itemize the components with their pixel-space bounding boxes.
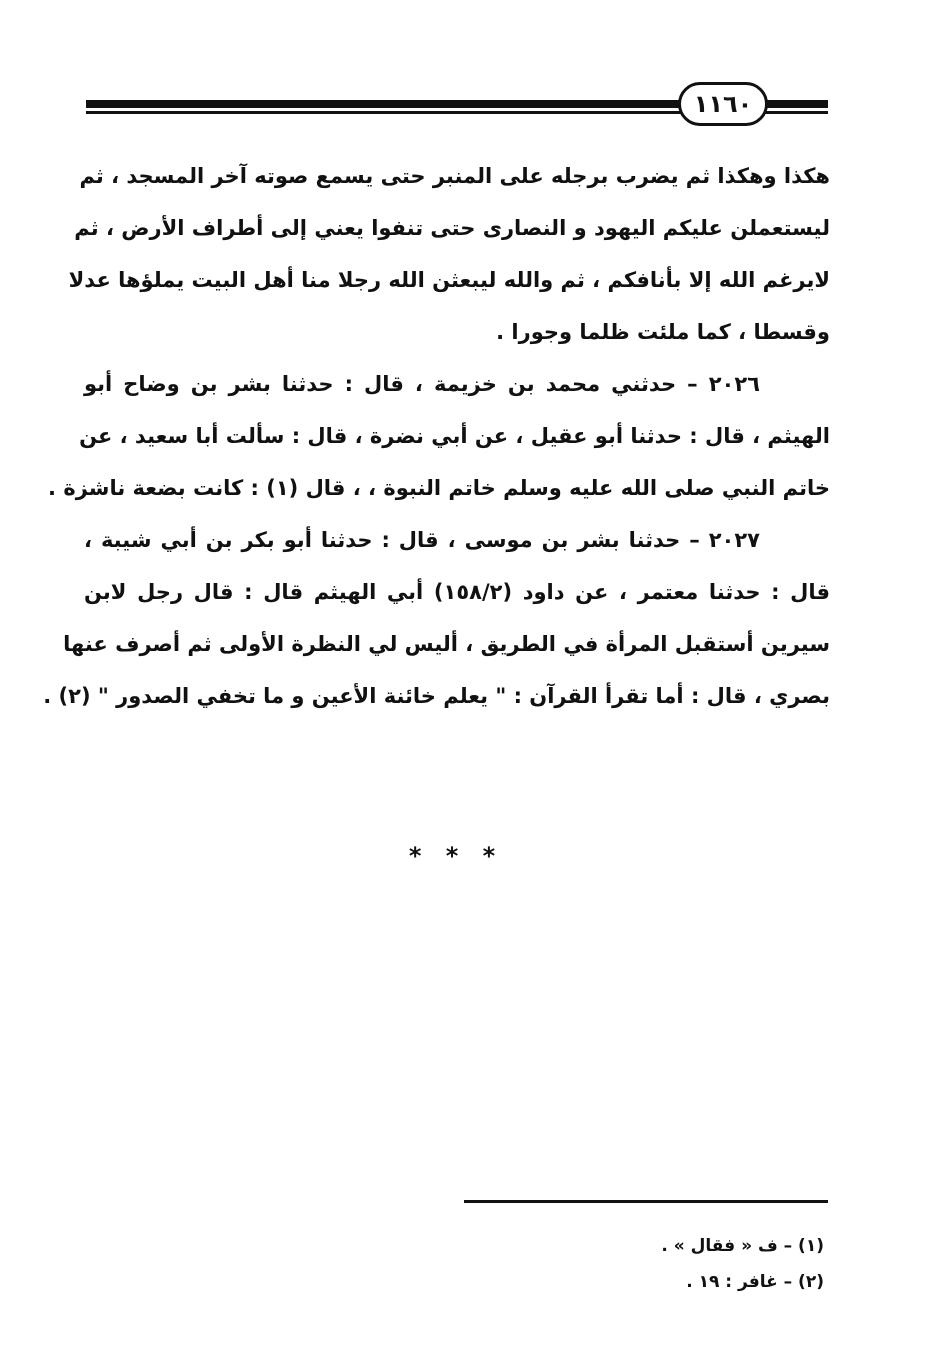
body-text — [43, 150, 831, 722]
footnotes — [464, 1228, 824, 1300]
footnote-2: (٢) – غافر : ١٩ . — [686, 1272, 824, 1292]
page-number: ١١٦٠ — [678, 82, 768, 126]
text-line: لايرغم الله إلا بأنافكم ، ثم والله ليبعثن الله رجلا منا أهل البيت يملؤها عدلا — [68, 268, 830, 292]
text-line: وقسطا ، كما ملئت ظلما وجورا . — [496, 320, 830, 344]
hadith-2026-start: ٢٠٢٦ – حدثني محمد بن خزيمة ، قال : حدثنا بشر بن وضاح أبو — [84, 372, 760, 396]
text-line: هكذا وهكذا ثم يضرب برجله على المنبر حتى يسمع صوته آخر المسجد ، ثم — [79, 164, 830, 188]
footnote-rule — [464, 1200, 828, 1203]
text-line: سيرين أستقبل المرأة في الطريق ، أليس لي النظرة الأولى ثم أصرف عنها — [63, 632, 830, 656]
text-line: خاتم النبي صلى الله عليه وسلم خاتم النبوة ، ، قال (١) : كانت بضعة ناشزة . — [48, 476, 830, 500]
text-line: قال : حدثنا معتمر ، عن داود (١٥٨/٢) أبي الهيثم قال : قال رجل لابن — [84, 580, 831, 604]
text-line: بصري ، قال : أما تقرأ القرآن : " يعلم خائنة الأعين و ما تخفي الصدور " (٢) . — [43, 684, 830, 708]
footnote-1: (١) – ف « فقال » . — [661, 1236, 824, 1256]
hadith-2027-start: ٢٠٢٧ – حدثنا بشر بن موسى ، قال : حدثنا أبو بكر بن أبي شيبة ، — [84, 528, 760, 552]
text-line: الهيثم ، قال : حدثنا أبو عقيل ، عن أبي نضرة ، قال : سألت أبا سعيد ، عن — [79, 424, 830, 448]
text-line: ليستعملن عليكم اليهود و النصارى حتى تنفوا يعني إلى أطراف الأرض ، ثم — [74, 216, 830, 240]
section-separator: * * * — [408, 842, 504, 870]
